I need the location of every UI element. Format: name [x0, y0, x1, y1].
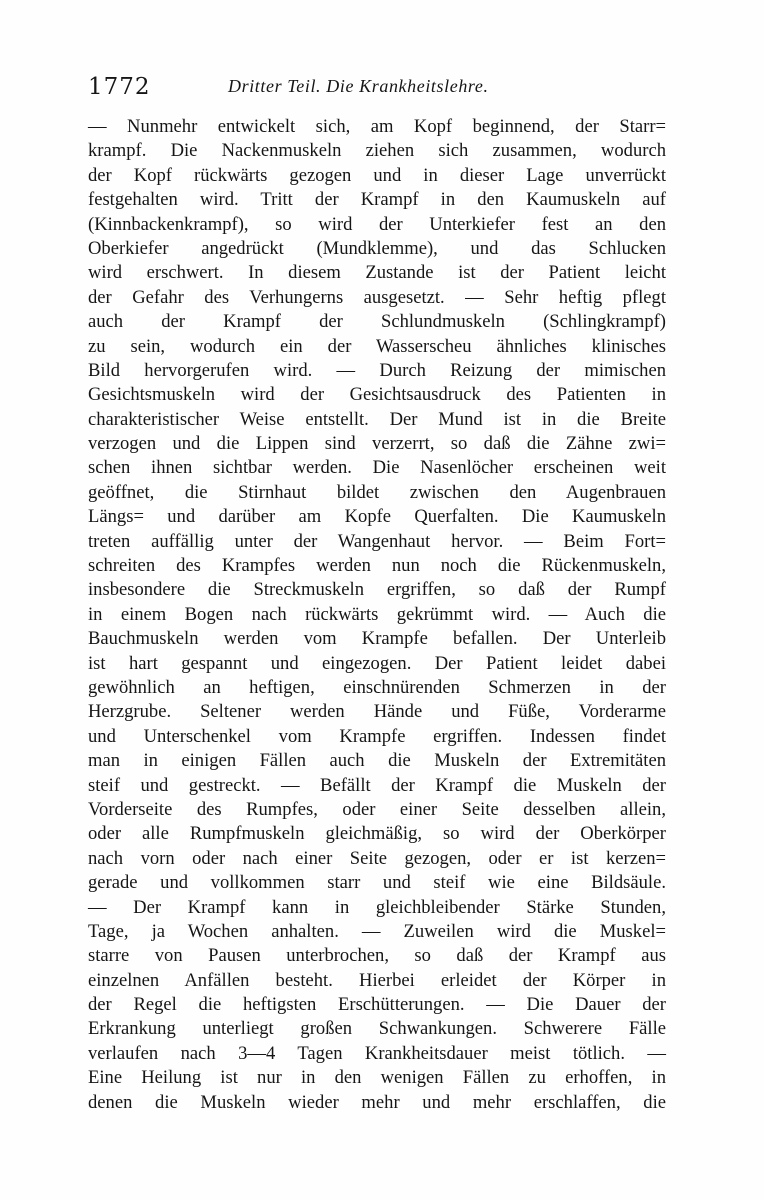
text-line: verlaufen nach 3—4 Tagen Krankheitsdauer meist tötlich. —	[88, 1042, 666, 1064]
text-line: gerade und vollkommen starr und steif wie eine Bildsäule.	[88, 872, 666, 894]
text-line: der Regel die heftigsten Erschütterungen. — Die Dauer der	[88, 994, 666, 1016]
text-line: treten auffällig unter der Wangenhaut hervor. — Beim Fort=	[88, 530, 666, 552]
text-line: der Kopf rückwärts gezogen und in dieser Lage unverrückt	[88, 164, 666, 186]
text-line: (Kinnbackenkrampf), so wird der Unterkiefer fest an den	[88, 213, 666, 235]
text-line: Oberkiefer angedrückt (Mundklemme), und das Schlucken	[88, 237, 666, 259]
text-line: auch der Krampf der Schlundmuskeln (Schlingkrampf)	[88, 311, 666, 333]
text-line: Bild hervorgerufen wird. — Durch Reizung der mimischen	[88, 359, 666, 381]
text-line: schreiten des Krampfes werden nun noch die Rückenmuskeln,	[88, 555, 666, 577]
text-line: insbesondere die Streckmuskeln ergriffen, so daß der Rumpf	[88, 579, 666, 601]
text-line: der Gefahr des Verhungerns ausgesetzt. — Sehr heftig pflegt	[88, 286, 666, 308]
text-line: Bauchmuskeln werden vom Krampfe befallen. Der Unterleib	[88, 628, 666, 650]
text-line: einzelnen Anfällen besteht. Hierbei erleidet der Körper in	[88, 969, 666, 991]
text-line: verzogen und die Lippen sind verzerrt, so daß die Zähne zwi=	[88, 433, 666, 455]
text-line: — Der Krampf kann in gleichbleibender Stärke Stunden,	[88, 896, 666, 918]
text-line: denen die Muskeln wieder mehr und mehr erschlaffen, die	[88, 1091, 666, 1113]
text-line: Gesichtsmuskeln wird der Gesichtsausdruck des Patienten in	[88, 384, 666, 406]
text-line: charakteristischer Weise entstellt. Der Mund ist in die Breite	[88, 408, 666, 430]
body-text	[88, 115, 666, 1115]
text-line: starre von Pausen unterbrochen, so daß der Krampf aus	[88, 945, 666, 967]
text-line: in einem Bogen nach rückwärts gekrümmt wird. — Auch die	[88, 603, 666, 625]
text-line: Herzgrube. Seltener werden Hände und Füße, Vorderarme	[88, 701, 666, 723]
page-header	[88, 66, 668, 106]
page-number: 1772	[88, 74, 151, 100]
text-line: geöffnet, die Stirnhaut bildet zwischen den Augenbrauen	[88, 481, 666, 503]
text-line: und Unterschenkel vom Krampfe ergriffen. Indessen findet	[88, 725, 666, 747]
text-line: nach vorn oder nach einer Seite gezogen, oder er ist kerzen=	[88, 847, 666, 869]
text-line: festgehalten wird. Tritt der Krampf in den Kaumuskeln auf	[88, 189, 666, 211]
text-line: Eine Heilung ist nur in den wenigen Fällen zu erhoffen, in	[88, 1067, 666, 1089]
text-line: Tage, ja Wochen anhalten. — Zuweilen wird die Muskel=	[88, 920, 666, 942]
text-line: steif und gestreckt. — Befällt der Krampf die Muskeln der	[88, 774, 666, 796]
text-line: — Nunmehr entwickelt sich, am Kopf beginnend, der Starr=	[88, 116, 666, 137]
text-line: Längs= und darüber am Kopfe Querfalten. Die Kaumuskeln	[88, 506, 666, 528]
text-line: Erkrankung unterliegt großen Schwankungen. Schwerere Fälle	[88, 1018, 666, 1040]
text-line: wird erschwert. In diesem Zustande ist der Patient leicht	[88, 262, 666, 284]
running-head: Dritter Teil. Die Krankheitslehre.	[228, 76, 489, 96]
text-line: schen ihnen sichtbar werden. Die Nasenlöcher erscheinen weit	[88, 457, 666, 479]
text-line: ist hart gespannt und eingezogen. Der Patient leidet dabei	[88, 652, 666, 674]
text-line: krampf. Die Nackenmuskeln ziehen sich zusammen, wodurch	[88, 140, 666, 162]
text-line: zu sein, wodurch ein der Wasserscheu ähnliches klinisches	[88, 335, 666, 357]
text-line: Vorderseite des Rumpfes, oder einer Seite desselben allein,	[88, 798, 666, 820]
text-line: oder alle Rumpfmuskeln gleichmäßig, so wird der Oberkörper	[88, 823, 666, 845]
text-line: gewöhnlich an heftigen, einschnürenden Schmerzen in der	[88, 676, 666, 698]
text-line: man in einigen Fällen auch die Muskeln der Extremitäten	[88, 750, 666, 772]
